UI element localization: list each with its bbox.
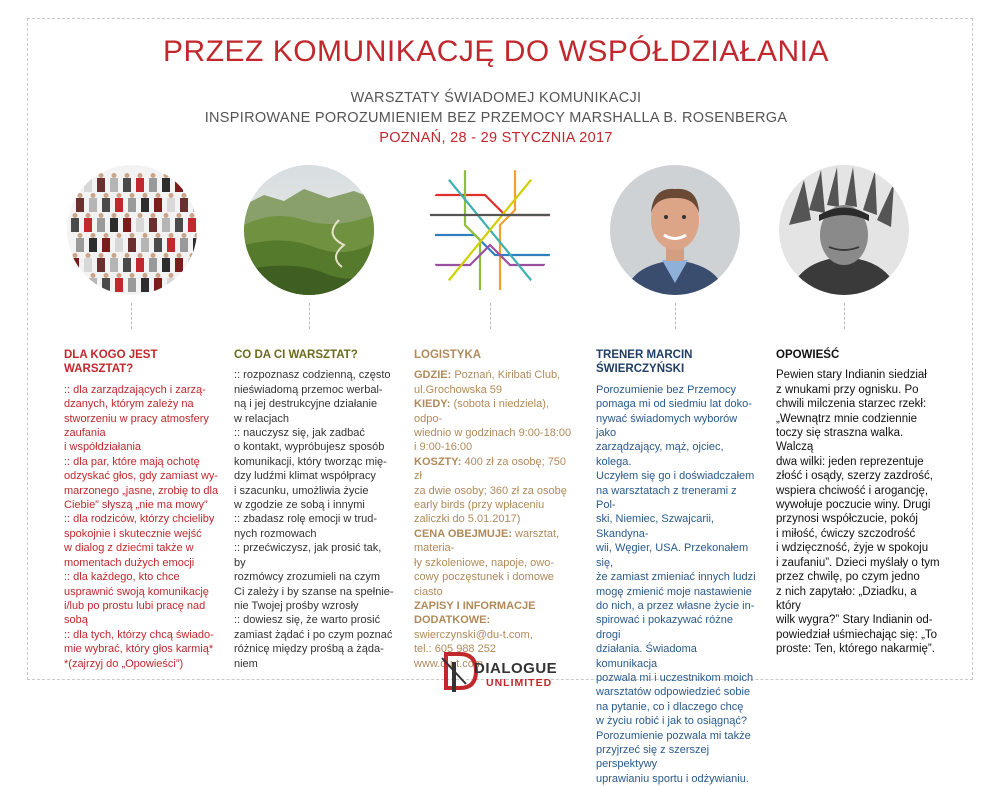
- what-you-get-line: :: przećwiczysz, jak prosić tak, by: [234, 542, 382, 569]
- trainer-line: pozwala mi i uczestnikom moich: [596, 671, 754, 684]
- story-line: wywołuje poczucie winy. Drugi: [776, 499, 931, 512]
- trainer-line: warsztatów odpowiedzieć sobie: [596, 686, 751, 699]
- trainer-line: na warsztatach z trenerami z Pol-: [596, 484, 737, 512]
- for-whom-line: :: dla par, które mają ochotę: [64, 455, 200, 468]
- trainer-line: spirować i pokazywać różne drogi: [596, 614, 733, 641]
- what-you-get-text: [234, 368, 394, 671]
- contact-email[interactable]: swierczynski@du-t.com,: [414, 628, 533, 641]
- cost-value: 400 zł za osobę; 750 zł: [414, 455, 567, 483]
- story-line: i zaufaniu”. Dzieci myślały o tym: [776, 556, 940, 569]
- what-you-get-line: Ci zależy i by szanse na spełnie-: [234, 585, 394, 598]
- story-line: wspiera chciwość i arogancję,: [776, 484, 929, 497]
- trainer-line: Porozumienie bez Przemocy: [596, 383, 737, 396]
- story-line: chwili milczenia starzec rzekł:: [776, 398, 927, 411]
- trainer-line: przyjrzeć się z szerszej perspektywy: [596, 743, 710, 771]
- what-you-get-line: :: zbadasz rolę emocji w trud-: [234, 513, 378, 526]
- story-heading: OPOWIEŚĆ: [776, 349, 840, 361]
- connector-line: [675, 303, 676, 329]
- trainer-line: Uczyłem się go i doświadczałem: [596, 470, 755, 483]
- when-label: KIEDY:: [414, 398, 451, 411]
- for-whom-line: momentach dużych emocji: [64, 556, 195, 569]
- story-line: i wdzięczność, żyje w spokoju: [776, 542, 929, 555]
- trainer-section: [596, 348, 756, 786]
- mountain-landscape-image: [244, 165, 374, 295]
- for-whom-line: :: dla zarządzających i zarzą-: [64, 383, 206, 396]
- connector-line: [490, 303, 491, 329]
- story-section: [776, 348, 941, 657]
- trainer-line: mogę zmienić moje nastawienie: [596, 585, 752, 598]
- what-you-get-line: nych rozmowach: [234, 527, 317, 540]
- for-whom-line: :: dla każdego, kto chce: [64, 571, 180, 584]
- what-you-get-line: w zgodzie ze sobą i innymi: [234, 499, 365, 512]
- page-title: PRZEZ KOMUNIKACJĘ DO WSPÓŁDZIAŁANIA: [163, 35, 829, 68]
- for-whom-line: :: dla tych, którzy chcą świado-: [64, 628, 214, 641]
- for-whom-line: marzonego „jasne, zrobię to dla: [64, 484, 219, 497]
- story-line: złość i osądy, szerzy zazdrość,: [776, 470, 934, 483]
- what-you-get-line: :: dowiesz się, że warto prosić: [234, 614, 381, 627]
- story-line: Pewien stary Indianin siedział: [776, 369, 927, 382]
- trainer-line: zarządzający, mąż, ojciec, kolega.: [596, 441, 724, 468]
- event-date-location: POZNAŃ, 28 - 29 STYCZNIA 2017: [379, 130, 613, 146]
- for-whom-line: zaufania: [64, 427, 106, 440]
- price-includes-value-4: ciasto: [414, 585, 443, 598]
- crowd-image: [67, 165, 197, 295]
- what-you-get-line: różnicę między prośbą a żąda-: [234, 643, 384, 656]
- story-text: [776, 368, 941, 656]
- where-value-2: ul.Grochowska 59: [414, 383, 503, 396]
- for-whom-line: i współdziałania: [64, 441, 142, 454]
- for-whom-line: odzyskać głos, gdy zamiast wy-: [64, 470, 219, 483]
- when-value-3: i 9:00-16:00: [414, 441, 473, 454]
- what-you-get-line: niem: [234, 657, 258, 670]
- for-whom-line: spokojnie i skutecznie wejść: [64, 527, 202, 540]
- logistics-section: [414, 348, 574, 671]
- trainer-line: uprawianiu sportu i odżywianiu.: [596, 772, 749, 785]
- story-line: dwa wilki: jeden reprezentuje: [776, 455, 924, 468]
- trainer-line: na pytanie, co i dlaczego chcę: [596, 700, 744, 713]
- what-you-get-line: nieświadomą przemoc werbal-: [234, 383, 383, 396]
- contact-phone: tel.: 605 988 252: [414, 643, 496, 656]
- what-you-get-line: ną i jej destrukcyjne działanie: [234, 398, 378, 411]
- story-line: z nich zapytało: „Dziadku, a który: [776, 585, 917, 612]
- trainer-text: [596, 383, 756, 786]
- cost-value-2: za dwie osoby; 360 zł za osobę: [414, 484, 567, 497]
- where-value: Poznań, Kiribati Club,: [451, 369, 561, 382]
- price-includes-value-2: ły szkoleniowe, napoje, owo-: [414, 556, 555, 569]
- story-line: proste: Ten, którego nakarmię”.: [776, 643, 935, 656]
- subtitle-inspired: INSPIROWANE POROZUMIENIEM BEZ PRZEMOCY MARSHALLA B. ROSENBERGA: [204, 110, 788, 126]
- cost-value-4: zaliczki do 5.01.2017): [414, 513, 521, 526]
- what-you-get-line: komunikacji, który tworząc mię-: [234, 455, 387, 468]
- for-whom-line: Ciebie” słyszą „nie ma mowy”: [64, 499, 208, 512]
- trainer-line: nywać świadomych wyborów jako: [596, 412, 738, 440]
- trainer-line: w życiu robić i jak to osiągnąć?: [596, 715, 748, 728]
- for-whom-line: stworzeniu w pracy atmosfery: [64, 412, 209, 425]
- for-whom-line: i/lub po prostu lubi pracę nad: [64, 599, 206, 612]
- when-value-2: wiednio w godzinach 9:00-18:00: [414, 427, 572, 440]
- story-line: przynosi współczucie, pokój: [776, 513, 918, 526]
- for-whom-line: w dialog z dziećmi także w: [64, 542, 194, 555]
- trainer-line: wii, Węgier, USA. Przekonałem się,: [596, 542, 749, 569]
- what-you-get-line: :: rozpoznasz codzienną, często: [234, 369, 391, 382]
- what-you-get-line: nie Twojej prośby wzrosły: [234, 599, 359, 612]
- for-whom-line: dzanych, którym zależy na: [64, 398, 194, 411]
- for-whom-line: sobą: [64, 614, 88, 627]
- for-whom-section: [64, 348, 229, 671]
- what-you-get-line: :: nauczysz się, jak zadbać: [234, 427, 365, 440]
- connector-line: [131, 303, 132, 329]
- connector-line: [844, 303, 845, 329]
- what-you-get-line: dzy ludźmi klimat współpracy: [234, 470, 376, 483]
- what-you-get-line: rozmówcy zrozumieli na czym: [234, 571, 381, 584]
- trainer-line: działania. Świadoma komunikacja: [596, 643, 697, 670]
- what-you-get-line: w relacjach: [234, 412, 290, 425]
- trainer-heading: TRENER MARCIN ŚWIERCZYŃSKI: [596, 349, 693, 376]
- when-value: (sobota i niedziela), odpo-: [414, 398, 549, 425]
- story-line: z wnukami przy ognisku. Po: [776, 383, 919, 396]
- native-elder-portrait: [779, 165, 909, 295]
- signup-label: ZAPISY I INFORMACJE DODATKOWE:: [414, 599, 536, 627]
- trainer-line: pomaga mi od siedmiu lat doko-: [596, 398, 752, 411]
- cost-value-3: early birds (przy wpłaceniu: [414, 499, 545, 512]
- for-whom-heading: DLA KOGO JEST WARSZTAT?: [64, 349, 158, 376]
- for-whom-line: *(zajrzyj do „Opowieści”): [64, 657, 184, 670]
- trainer-line: ski, Niemiec, Szwajcarii, Skandyna-: [596, 513, 714, 540]
- story-line: i miłość, ćwiczy szczodrość: [776, 527, 916, 540]
- story-line: toczy się straszna walka. Walczą: [776, 427, 904, 454]
- where-label: GDZIE:: [414, 369, 452, 382]
- logo-text-unlimited: UNLIMITED: [486, 677, 553, 689]
- for-whom-line: usprawnić swoją komunikację: [64, 585, 209, 598]
- story-line: wilk wygra?” Stary Indianin od-: [776, 614, 933, 627]
- website-link[interactable]: www.du-t.com: [414, 657, 484, 670]
- what-you-get-section: [234, 348, 394, 671]
- price-includes-label: CENA OBEJMUJE:: [414, 527, 512, 540]
- cost-label: KOSZTY:: [414, 455, 462, 468]
- subtitle-workshop: WARSZTATY ŚWIADOMEJ KOMUNIKACJI: [350, 90, 642, 106]
- trainer-line: do nich, a przez własne życie in-: [596, 599, 755, 612]
- connector-line: [309, 303, 310, 329]
- trainer-line: że zamiast zmieniać innych ludzi: [596, 571, 756, 584]
- story-line: powiedział uśmiechając się: „To: [776, 628, 938, 641]
- what-you-get-line: i szacunku, umożliwia życie: [234, 484, 369, 497]
- trainer-portrait: [610, 165, 740, 295]
- trainer-line: Porozumienie pozwala mi także: [596, 729, 751, 742]
- story-line: przez chwilę, po czym jedno: [776, 571, 920, 584]
- for-whom-line: mie wybrać, który głos karmią*: [64, 643, 214, 656]
- what-you-get-heading: CO DA CI WARSZTAT?: [234, 349, 358, 361]
- what-you-get-line: o kontakt, wypróbujesz sposób: [234, 441, 385, 454]
- what-you-get-line: zamiast żądać i po czym poznać: [234, 628, 393, 641]
- transit-map-image: [425, 165, 555, 295]
- story-line: „Wewnątrz mnie codziennie: [776, 412, 918, 425]
- price-includes-value-3: cowy poczęstunek i domowe: [414, 571, 555, 584]
- for-whom-line: :: dla rodziców, którzy chcieliby: [64, 513, 215, 526]
- for-whom-text: [64, 383, 229, 671]
- logo-text-dialogue: DIALOGUE: [474, 660, 558, 677]
- price-includes-value: warsztat, materia-: [414, 527, 560, 555]
- logistics-heading: LOGISTYKA: [414, 349, 482, 361]
